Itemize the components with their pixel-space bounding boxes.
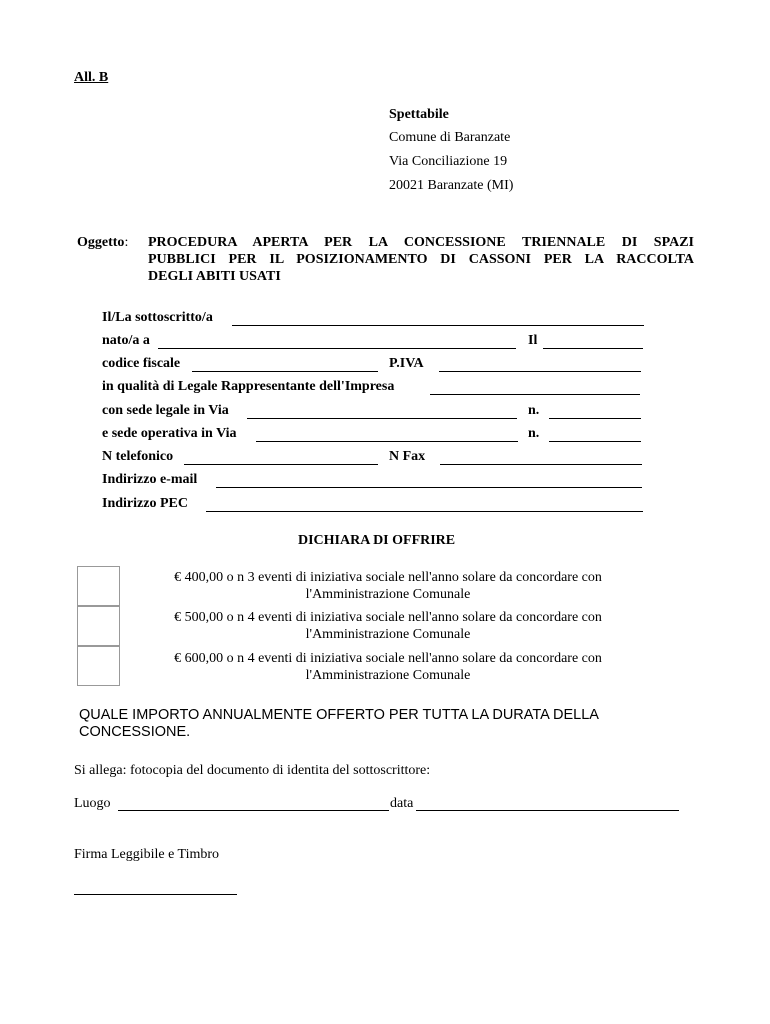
offer-option-400-line-1: € 400,00 o n 3 eventi di iniziativa sociale nell'anno solare da concordare con [174, 570, 602, 585]
signature-input-line[interactable] [74, 894, 237, 895]
attachment-label: All. B [74, 70, 109, 85]
fax-label: N Fax [389, 449, 426, 464]
place-input-line[interactable] [118, 810, 389, 811]
pec-label: Indirizzo PEC [102, 496, 188, 511]
recipient-name: Comune di Baranzate [389, 130, 511, 145]
offer-option-600-line-1: € 600,00 o n 4 eventi di iniziativa sociale nell'anno solare da concordare con [174, 651, 602, 666]
email-label: Indirizzo e-mail [102, 472, 198, 487]
subject-line-2: PUBBLICI PER IL POSIZIONAMENTO DI CASSONI PER LA RACCOLTA [148, 252, 694, 267]
amount-note-line-2: CONCESSIONE. [79, 724, 191, 740]
offer-option-600-checkbox[interactable] [77, 646, 120, 686]
operating-seat-input-line[interactable] [256, 441, 518, 442]
offer-option-500-text [128, 609, 648, 643]
tax-code-input-line[interactable] [192, 371, 378, 372]
phone-input-line[interactable] [184, 464, 378, 465]
legal-seat-input-line[interactable] [247, 418, 517, 419]
tax-code-label: codice fiscale [102, 356, 181, 371]
offer-option-400-line-2: l'Amministrazione Comunale [305, 587, 471, 602]
offer-option-500-line-2: l'Amministrazione Comunale [305, 627, 471, 642]
offer-option-400-text [128, 569, 648, 603]
pec-input-line[interactable] [206, 511, 643, 512]
place-label: Luogo [74, 796, 111, 811]
date-input-line[interactable] [416, 810, 679, 811]
offer-option-400-checkbox[interactable] [77, 566, 120, 606]
legal-seat-number-label: n. [528, 403, 540, 418]
operating-seat-number-input-line[interactable] [549, 441, 641, 442]
fax-input-line[interactable] [440, 464, 642, 465]
offer-option-500-line-1: € 500,00 o n 4 eventi di iniziativa sociale nell'anno solare da concordare con [174, 610, 602, 625]
date-label: data [390, 796, 414, 811]
subject-label-wrap: Oggetto: [77, 235, 129, 250]
born-in-label: nato/a a [102, 333, 150, 348]
company-input-line[interactable] [430, 394, 640, 395]
offer-option-600-line-2: l'Amministrazione Comunale [305, 668, 471, 683]
signature-label: Firma Leggibile e Timbro [74, 847, 220, 862]
amount-note-line-1: QUALE IMPORTO ANNUALMENTE OFFERTO PER TUTTA LA DURATA DELLA [79, 707, 599, 723]
offer-option-600-text [128, 650, 648, 684]
phone-label: N telefonico [102, 449, 174, 464]
born-on-label: Il [528, 333, 538, 348]
vat-input-line[interactable] [439, 371, 641, 372]
undersigned-input-line[interactable] [232, 325, 644, 326]
recipient-salutation: Spettabile [389, 107, 449, 122]
legal-seat-number-input-line[interactable] [549, 418, 641, 419]
attachment-note: Si allega: fotocopia del documento di identita del sottoscrittore: [74, 763, 431, 778]
email-input-line[interactable] [216, 487, 642, 488]
subject-line-1: PROCEDURA APERTA PER LA CONCESSIONE TRIENNALE DI SPAZI [148, 235, 694, 250]
vat-label: P.IVA [389, 356, 424, 371]
declaration-title: DICHIARA DI OFFRIRE [298, 533, 456, 548]
subject-label: Oggetto [77, 235, 125, 250]
operating-seat-number-label: n. [528, 426, 540, 441]
recipient-street: Via Conciliazione 19 [389, 154, 508, 169]
born-in-input-line[interactable] [158, 348, 516, 349]
recipient-city: 20021 Baranzate (MI) [389, 178, 514, 193]
born-on-input-line[interactable] [543, 348, 643, 349]
subject-line-3: DEGLI ABITI USATI [148, 269, 281, 284]
undersigned-label: Il/La sottoscritto/a [102, 310, 213, 325]
legal-seat-label: con sede legale in Via [102, 403, 229, 418]
operating-seat-label: e sede operativa in Via [102, 426, 237, 441]
role-label: in qualità di Legale Rappresentante dell'Impresa [102, 379, 395, 394]
offer-option-500-checkbox[interactable] [77, 606, 120, 646]
